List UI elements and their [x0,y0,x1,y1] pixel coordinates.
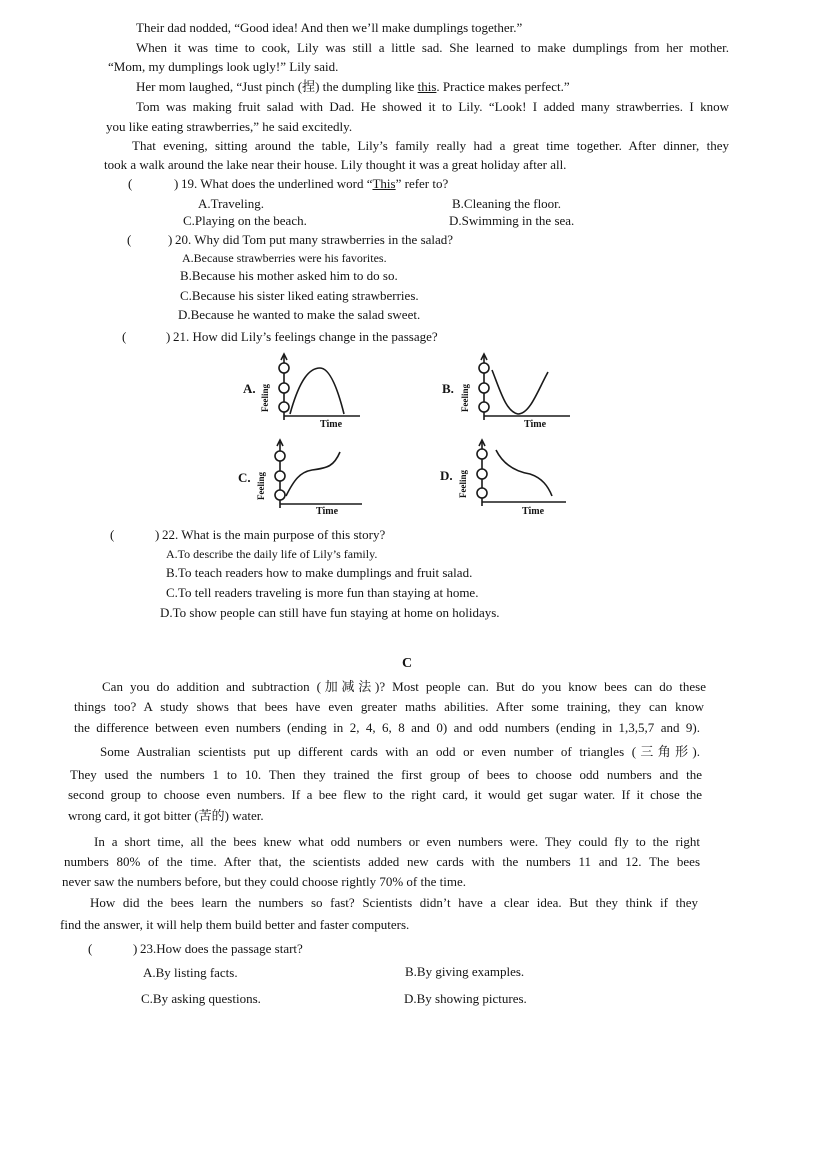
option-b: B.Cleaning the floor. [452,196,562,211]
sad-face-icon [275,490,285,500]
graph-plot [240,350,365,432]
feeling-curve [290,368,344,414]
graph-xlabel: Time [522,506,545,517]
section-heading: C [402,656,413,671]
graph-ylabel: Feeling [260,384,270,412]
neutral-face-icon [279,383,289,393]
answer-paren-close: ) [174,176,179,191]
option-c: C.Because his sister liked eating strawberries. [180,288,419,303]
happy-face-icon [477,449,487,459]
sad-face-icon [279,402,289,412]
graph-option-c [236,436,366,520]
passage-line: never saw the numbers before, but they could choose rightly 70% of the time. [62,874,466,889]
answer-paren-open[interactable]: ( [122,329,127,344]
passage-line: They used the numbers 1 to 10. Then they trained the first group of bees to choose odd numbers and the [70,767,702,782]
option-d: D.By showing pictures. [404,991,527,1006]
option-a: A.To describe the daily life of Lily’s family. [166,547,378,561]
passage-line: numbers 80% of the time. After that, the scientists added new cards with the numbers 11 and 12. The bees [64,854,700,869]
answer-paren-close: ) [168,232,173,247]
graph-xlabel: Time [524,419,547,430]
option-b: B.By giving examples. [405,964,525,979]
story-paragraph: When it was time to cook, Lily was still a little sad. She learned to make dumplings from her mother. [136,40,729,55]
passage-line: In a short time, all the bees knew what odd numbers or even numbers were. They could fly to the right [94,834,700,849]
passage-line: things too? A study shows that bees have even greater maths abilities. After some training, they can know [74,699,704,714]
answer-paren-open[interactable]: ( [110,527,115,542]
neutral-face-icon [477,469,487,479]
sad-face-icon [479,402,489,412]
option-c: C.By asking questions. [141,991,261,1006]
option-a: A.By listing facts. [143,965,238,980]
option-c: C.Playing on the beach. [183,213,307,228]
question-19-stem [181,176,448,192]
story-paragraph: Tom was making fruit salad with Dad. He showed it to Lily. “Look! I added many strawberries. I know [136,99,729,114]
graph-option-d [438,436,573,520]
answer-paren-open[interactable]: ( [127,232,132,247]
graph-option-b [440,350,575,432]
story-paragraph: took a walk around the lake near their house. Lily thought it was a great holiday after all. [104,157,567,172]
story-paragraph: That evening, sitting around the table, Lily’s family really had a great time together. After dinner, they [132,138,729,153]
question-22-stem: 22. What is the main purpose of this story? [162,527,386,542]
underlined-word: This [372,176,396,191]
passage-line: How did the bees learn the numbers so fast? Scientists didn’t have a clear idea. But they think if they [90,895,698,910]
passage-line: wrong card, it got bitter (苦的) water. [68,808,264,823]
feeling-curve [286,452,340,496]
happy-face-icon [275,451,285,461]
passage-line: find the answer, it will help them build better and faster computers. [60,917,410,932]
question-20-stem: 20. Why did Tom put many strawberries in the salad? [175,232,454,247]
option-d: D.Swimming in the sea. [449,213,575,228]
graph-ylabel: Feeling [256,472,266,500]
option-b: B.Because his mother asked him to do so. [180,268,398,283]
option-d: D.Because he wanted to make the salad sweet. [178,307,421,322]
passage-line: second group to choose even numbers. If a bee flew to the right card, it would get sugar water. If it chose the [68,787,702,802]
answer-paren-close: ) [155,527,160,542]
neutral-face-icon [479,383,489,393]
neutral-face-icon [275,471,285,481]
happy-face-icon [479,363,489,373]
story-paragraph: you like eating strawberries,” he said excitedly. [106,119,353,134]
graph-ylabel: Feeling [458,470,468,498]
graph-option-a [240,350,365,432]
answer-paren-close: ) [133,941,138,956]
option-c: C.To tell readers traveling is more fun than staying at home. [166,585,479,600]
story-text: . Practice makes perfect.” [436,79,570,94]
passage-line: Some Australian scientists put up different cards with an odd or even number of triangles (三角形). [100,744,700,759]
answer-paren-open[interactable]: ( [88,941,93,956]
question-21-stem: 21. How did Lily’s feelings change in the passage? [173,329,438,344]
graph-xlabel: Time [316,506,339,517]
graph-letter: D. [440,468,453,483]
graph-letter: A. [243,381,256,396]
story-paragraph [136,79,570,95]
option-a: A.Because strawberries were his favorites. [182,251,387,265]
option-b: B.To teach readers how to make dumplings and fruit salad. [166,565,473,580]
feeling-curve [492,370,548,414]
happy-face-icon [279,363,289,373]
graph-ylabel: Feeling [460,384,470,412]
option-a: A.Traveling. [198,196,264,211]
feeling-curve [496,450,552,496]
question-23-stem: 23.How does the passage start? [140,941,303,956]
underlined-word: this [417,79,437,94]
sad-face-icon [477,488,487,498]
stem-text: 19. What does the underlined word “ [181,176,373,191]
answer-paren-close: ) [166,329,171,344]
graph-xlabel: Time [320,419,343,430]
graph-letter: C. [238,470,251,485]
stem-text: ” refer to? [395,176,449,191]
answer-paren-open[interactable]: ( [128,176,133,191]
passage-line: Can you do addition and subtraction (加减法)? Most people can. But do you know bees can do these [102,679,706,694]
story-text: Her mom laughed, “Just pinch (捏) the dumpling like [136,79,418,94]
graph-letter: B. [442,381,454,396]
passage-line: the difference between even numbers (ending in 2, 4, 6, 8 and 0) and odd numbers (ending in 1,3,5,7 and 9). [74,720,700,735]
story-paragraph: Their dad nodded, “Good idea! And then we’ll make dumplings together.” [136,20,523,35]
story-paragraph: “Mom, my dumplings look ugly!” Lily said. [108,59,339,74]
option-d: D.To show people can still have fun staying at home on holidays. [160,605,500,620]
